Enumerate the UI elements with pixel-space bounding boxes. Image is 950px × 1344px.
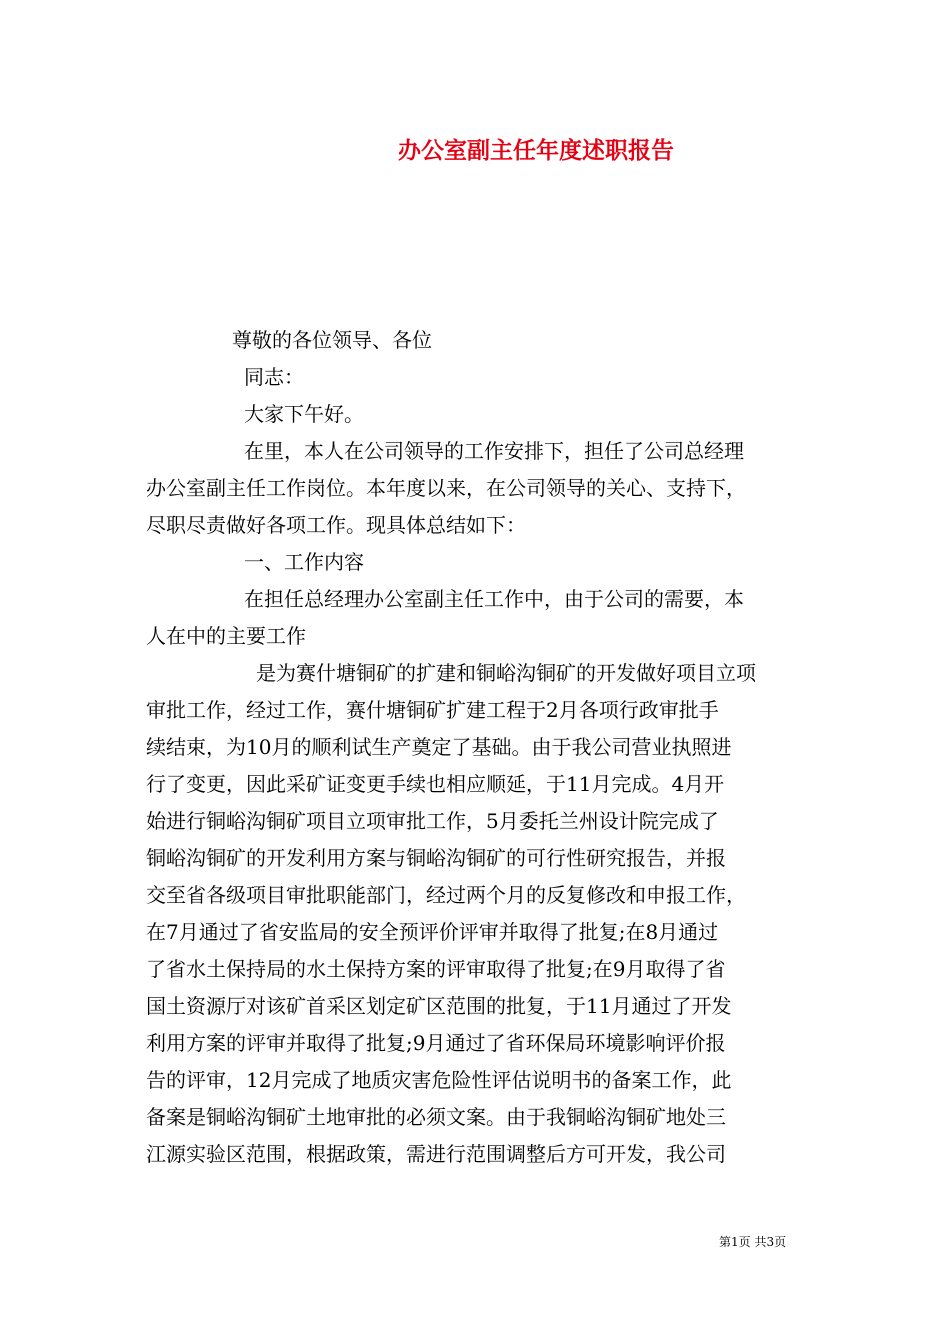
paragraph-line: 在7月通过了省安监局的安全预评价评审并取得了批复;在8月通过 [146,920,719,944]
paragraph-line: 审批工作，经过工作，赛什塘铜矿扩建工程于2月各项行政审批手 [146,698,719,722]
paragraph-line: 始进行铜峪沟铜矿项目立项审批工作，5月委托兰州设计院完成了 [146,809,719,833]
page-number-footer: 第1页 共3页 [719,1235,787,1249]
paragraph-line: 备案是铜峪沟铜矿土地审批的必须文案。由于我铜峪沟铜矿地处三 [146,1105,726,1129]
paragraph-line: 江源实验区范围，根据政策，需进行范围调整后方可开发，我公司 [146,1142,726,1166]
section-heading: 一、工作内容 [244,550,364,574]
paragraph-line: 在担任总经理办公室副主任工作中，由于公司的需要，本 [244,587,744,611]
paragraph-line: 续结束，为10月的顺利试生产奠定了基础。由于我公司营业执照进 [146,735,732,759]
paragraph-line: 告的评审，12月完成了地质灾害危险性评估说明书的备案工作，此 [146,1068,732,1092]
paragraph-line: 利用方案的评审并取得了批复;9月通过了省环保局环境影响评价报 [146,1031,726,1055]
paragraph-line: 行了变更，因此采矿证变更手续也相应顺延，于11月完成。4月开 [146,772,725,796]
salutation-line: 尊敬的各位领导、各位 [232,328,432,352]
paragraph-line: 铜峪沟铜矿的开发利用方案与铜峪沟铜矿的可行性研究报告，并报 [146,846,726,870]
paragraph-line: 尽职尽责做好各项工作。现具体总结如下： [146,513,526,537]
paragraph-line: 人在中的主要工作 [146,624,306,648]
document-title: 办公室副主任年度述职报告 [398,137,674,164]
paragraph-line: 是为赛什塘铜矿的扩建和铜峪沟铜矿的开发做好项目立项 [256,661,756,685]
paragraph-line: 交至省各级项目审批职能部门，经过两个月的反复修改和申报工作， [146,883,746,907]
greeting-line: 大家下午好。 [244,402,364,426]
paragraph-line: 了省水土保持局的水土保持方案的评审取得了批复;在9月取得了省 [146,957,726,981]
paragraph-line: 办公室副主任工作岗位。本年度以来，在公司领导的关心、支持下， [146,476,746,500]
paragraph-line: 在里，本人在公司领导的工作安排下，担任了公司总经理 [244,439,744,463]
paragraph-line: 国土资源厅对该矿首采区划定矿区范围的批复，于11月通过了开发 [146,994,732,1018]
salutation-line-2: 同志： [244,365,304,389]
